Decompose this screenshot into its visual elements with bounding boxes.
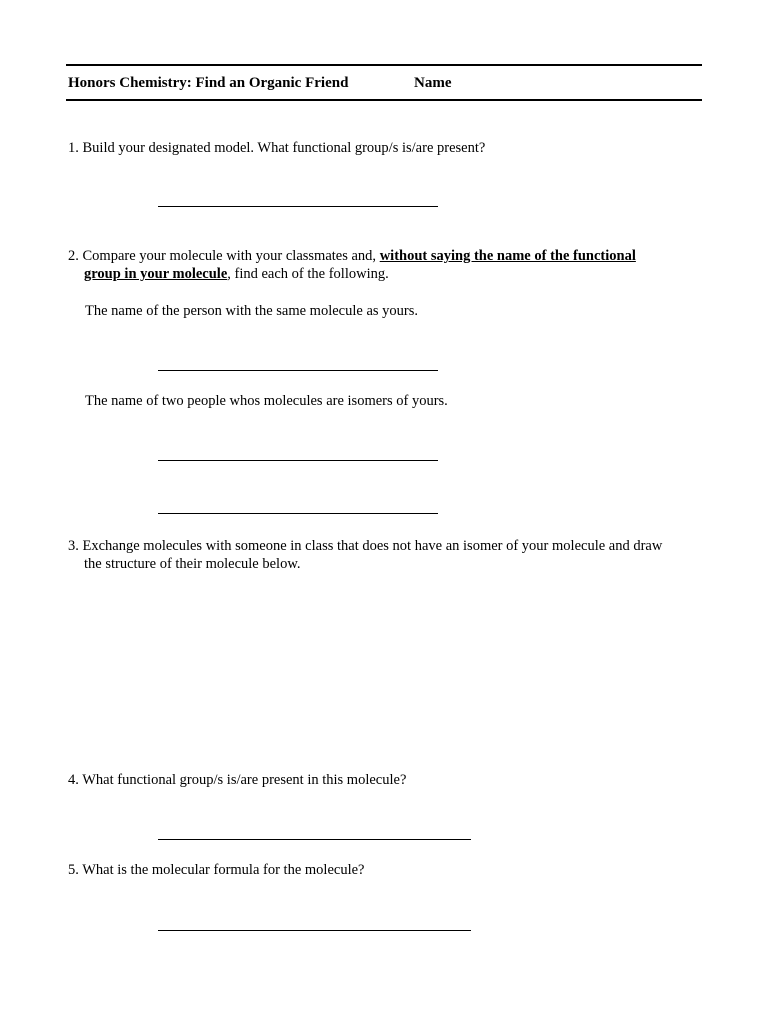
question-2-prompt-same-molecule: The name of the person with the same molecule as yours.	[85, 303, 418, 319]
answer-blank-q1[interactable]	[158, 206, 438, 207]
structure-drawing-area[interactable]	[68, 580, 698, 760]
question-2-prompt-isomers: The name of two people whos molecules are isomers of yours.	[85, 393, 448, 409]
question-5: 5. What is the molecular formula for the molecule?	[68, 862, 365, 878]
question-3	[68, 537, 708, 573]
question-2-tail: , find each of the following.	[227, 266, 389, 282]
answer-blank-isomer-1[interactable]	[158, 460, 438, 461]
question-2-emphasis-1: without saying the name of the functional	[379, 248, 636, 264]
question-1: 1. Build your designated model. What functional group/s is/are present?	[68, 140, 486, 156]
question-3-line-2: the structure of their molecule below.	[84, 556, 301, 572]
question-2-line-1	[68, 247, 688, 265]
question-2-intro: 2. Compare your molecule with your classmates and,	[68, 248, 380, 264]
answer-blank-q4[interactable]	[158, 839, 471, 840]
answer-blank-isomer-2[interactable]	[158, 513, 438, 514]
question-2	[68, 247, 688, 283]
question-3-line-1: 3. Exchange molecules with someone in class that does not have an isomer of your molecule and draw	[68, 538, 663, 554]
answer-blank-same-molecule[interactable]	[158, 370, 438, 371]
worksheet-title: Honors Chemistry: Find an Organic Friend	[68, 75, 349, 91]
question-4: 4. What functional group/s is/are present in this molecule?	[68, 772, 407, 788]
header-top-rule	[66, 64, 702, 66]
header-bottom-rule	[66, 99, 702, 101]
name-label: Name	[414, 75, 452, 91]
question-2-line-2	[68, 265, 688, 283]
question-2-emphasis-2: group in your molecule	[84, 266, 228, 282]
answer-blank-q5[interactable]	[158, 930, 471, 931]
